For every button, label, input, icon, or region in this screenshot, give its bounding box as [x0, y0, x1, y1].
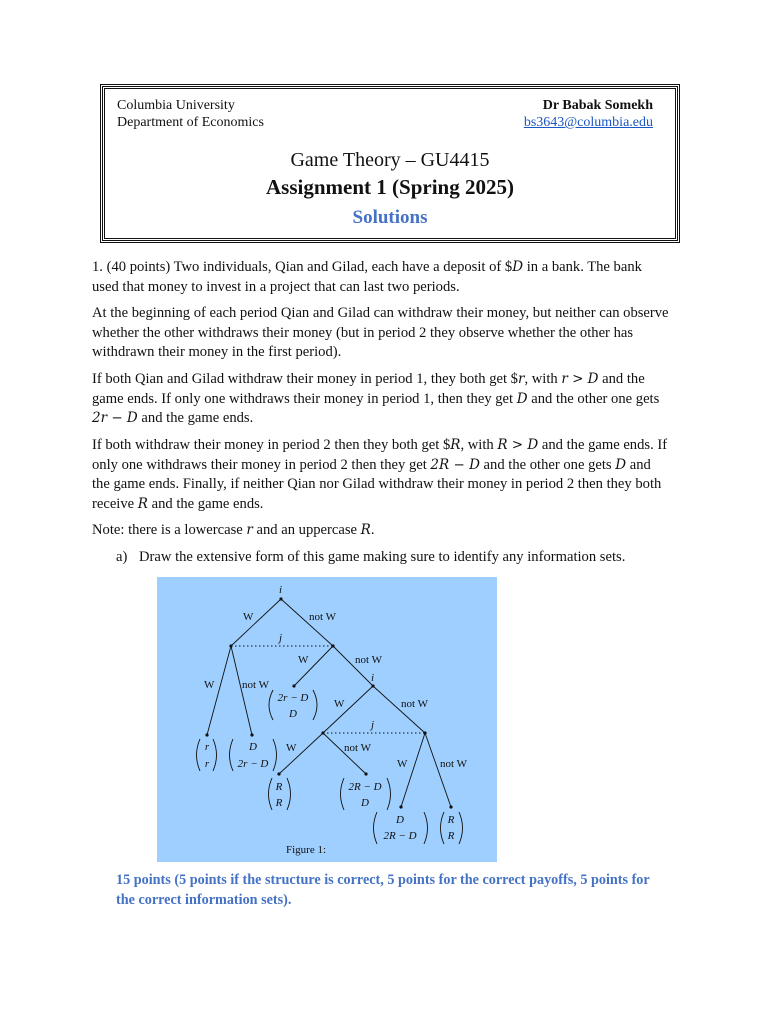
payoff-value: R — [447, 830, 455, 842]
instructor-block — [524, 97, 653, 131]
math-var: R — [137, 495, 148, 512]
payoff-value: 2R − D — [348, 781, 382, 793]
header-box — [102, 86, 678, 241]
payoff-value: 2R − D — [383, 830, 417, 842]
game-tree-svg — [157, 577, 497, 862]
text-run: Note: there is a lowercase — [92, 522, 247, 538]
text-run: and the other one gets — [479, 456, 616, 473]
payoff-value: D — [249, 741, 257, 753]
math-var: R — [360, 522, 371, 538]
text-run: . — [370, 522, 375, 538]
action-w-label: W — [286, 742, 297, 754]
action-not-w-label: not W — [440, 758, 467, 770]
text-run: and the game ends. Finally, if neither Qian nor Gilad withdraw their money in period 2 then they both receive — [92, 456, 662, 512]
action-not-w-label: not W — [242, 679, 269, 691]
math-var: r — [517, 371, 525, 387]
text-run: 1. (40 points) Two individuals, Qian and Gilad, each have a deposit of $ — [92, 259, 513, 275]
payoff-vector-1 — [269, 690, 317, 720]
action-not-w-label: not W — [355, 654, 382, 666]
payoff-vector-5 — [341, 778, 391, 810]
text-run: in a bank. The bank used that money to invest in a project that can last two periods. — [92, 259, 642, 295]
text-run: and the game ends. — [147, 495, 264, 512]
part-a-item — [116, 549, 625, 566]
action-w-label: W — [397, 758, 408, 770]
part-a-label: a) — [116, 549, 128, 565]
payoff-value: R — [275, 781, 283, 793]
question-paragraph-1 — [92, 258, 672, 297]
text-run: and the other one gets — [527, 390, 660, 407]
text-run: , with — [460, 437, 498, 453]
payoff-value: D — [361, 797, 369, 809]
player-j-label: j — [279, 632, 283, 644]
solutions-heading: Solutions — [352, 207, 428, 228]
game-tree-figure — [157, 577, 497, 862]
payoff-value: 2r − D — [237, 758, 269, 770]
payoff-vector-6 — [374, 812, 428, 844]
action-w-label: W — [298, 654, 309, 666]
text-run: and an uppercase — [252, 522, 361, 538]
institution-block — [117, 97, 264, 131]
text-run: and the game ends. If only one withdraws their money in period 1, then they get — [92, 371, 645, 407]
math-expr: 2R − D — [430, 456, 480, 473]
assignment-title: Assignment 1 (Spring 2025) — [266, 175, 514, 199]
action-w-label: W — [204, 679, 215, 691]
math-var: D — [615, 456, 627, 473]
action-w-label: W — [243, 611, 254, 623]
math-var: r — [246, 522, 253, 538]
math-expr: r > D — [561, 371, 599, 387]
payoff-value: 2r − D — [277, 692, 309, 704]
payoff-value: r — [204, 758, 210, 770]
course-title: Game Theory – GU4415 — [290, 149, 490, 171]
player-i-label-2: i — [371, 672, 375, 684]
player-i-label: i — [279, 584, 283, 596]
action-not-w-label: not W — [344, 742, 371, 754]
department-name: Department of Economics — [117, 115, 264, 130]
math-expr: 2r − D — [92, 410, 138, 427]
payoff-vector-2 — [197, 739, 217, 771]
payoff-vector-3 — [230, 739, 277, 771]
text-run: If both withdraw their money in period 2 then they both get $ — [92, 437, 451, 453]
payoff-value: D — [289, 708, 297, 720]
player-j-label-2: j — [371, 719, 375, 731]
payoff-vector-7 — [441, 812, 463, 844]
action-not-w-label: not W — [401, 698, 428, 710]
text-run: If both Qian and Gilad withdraw their money in period 1, they both get $ — [92, 371, 518, 387]
text-run: and the game ends. If only one withdraws their money in period 2 then they get — [92, 437, 668, 473]
payoff-value: r — [204, 741, 210, 753]
part-a-text: Draw the extensive form of this game making sure to identify any information sets. — [139, 549, 626, 565]
question-paragraph-2 — [92, 304, 672, 363]
payoff-value: R — [275, 797, 283, 809]
question-paragraph-4 — [92, 436, 672, 514]
instructor-email-link[interactable]: bs3643@columbia.edu — [523, 115, 653, 130]
grading-note: 15 points (5 points if the structure is correct, 5 points for the correct payoffs, 5 points for the correct information sets). — [116, 872, 650, 908]
text-run: At the beginning of each period Qian and Gilad can withdraw their money, but neither can observe whether the other withdraws their money (but in period 2 they observe whether the other has withdrawn their money in the first period). — [92, 305, 669, 361]
math-var: D — [512, 259, 524, 275]
instructor-name: Dr Babak Somekh — [542, 98, 653, 113]
text-run: and the game ends. — [137, 410, 254, 427]
university-name: Columbia University — [117, 98, 235, 113]
payoff-vector-4 — [269, 778, 291, 810]
figure-caption: Figure 1: — [286, 844, 327, 856]
note-paragraph — [92, 521, 672, 541]
question-paragraph-3 — [92, 370, 672, 429]
action-w-label: W — [334, 698, 345, 710]
payoff-value: R — [447, 814, 455, 826]
math-var: D — [516, 390, 528, 407]
payoff-value: D — [396, 814, 404, 826]
text-run: , with — [524, 371, 562, 387]
action-not-w-label: not W — [309, 611, 336, 623]
math-expr: R > D — [497, 437, 539, 453]
math-var: R — [450, 437, 461, 453]
